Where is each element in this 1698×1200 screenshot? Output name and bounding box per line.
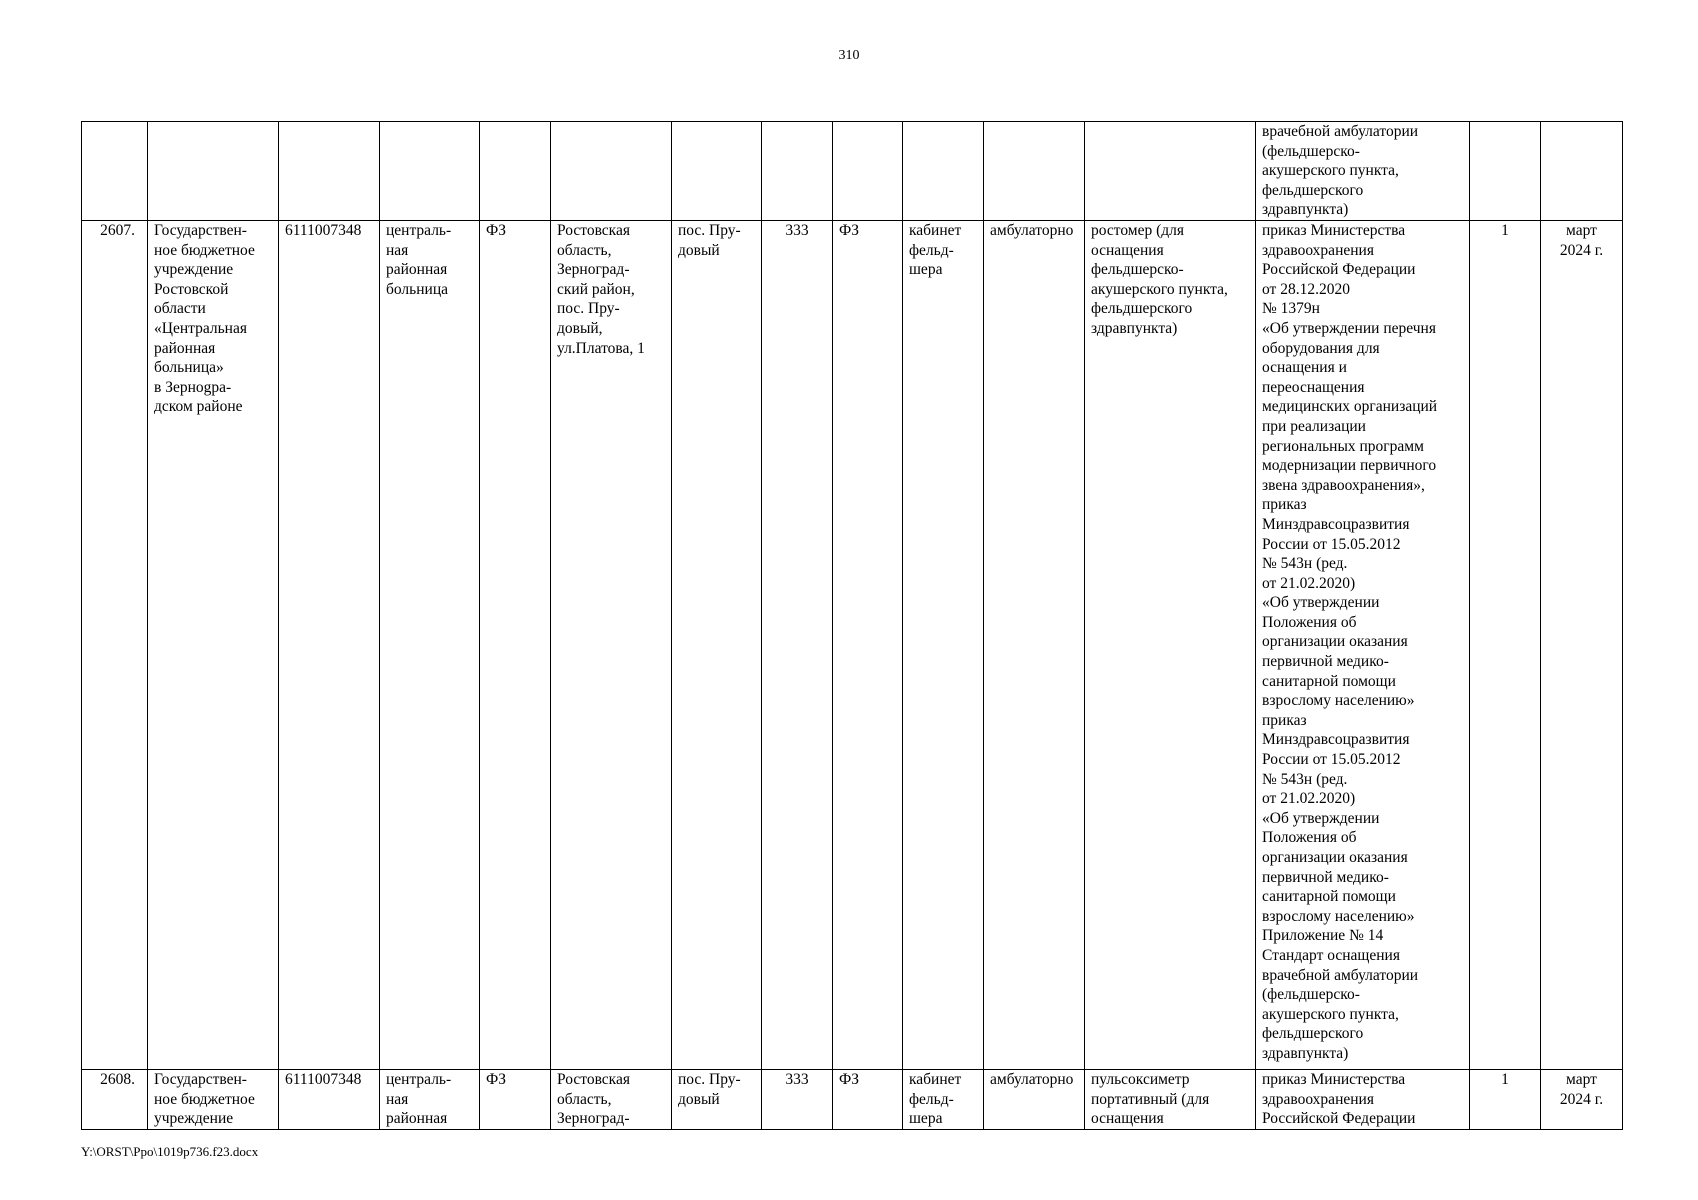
- cell-regulation: врачебной амбулатории (фельдшерско- акушерского пункта, фельдшерского здравпункта): [1256, 122, 1470, 221]
- page-number: 310: [838, 48, 860, 63]
- cell-subunit-type: ФЗ: [833, 221, 903, 1070]
- cell-room: кабинет фельд- шера: [903, 1070, 984, 1130]
- cell-deadline: [1541, 122, 1623, 221]
- table-row: [82, 221, 1623, 1070]
- cell-address: Ростовская область, Зерноград-: [551, 1070, 672, 1130]
- cell-locality: пос. Пру- довый: [672, 221, 762, 1070]
- cell-org-type: [380, 122, 480, 221]
- cell-unit-type: [480, 122, 551, 221]
- cell-population: 333: [762, 1070, 833, 1130]
- table-row: [82, 1070, 1623, 1130]
- cell-room: кабинет фельд- шера: [903, 221, 984, 1070]
- cell-inn: 6111007348: [279, 221, 380, 1070]
- equipment-table: [81, 121, 1623, 1130]
- cell-organization: [148, 122, 279, 221]
- cell-inn: 6111007348: [279, 1070, 380, 1130]
- cell-organization: Государствен- ное бюджетное учреждение: [148, 1070, 279, 1130]
- cell-number: 2608.: [82, 1070, 148, 1130]
- cell-subunit-type: [833, 122, 903, 221]
- cell-care-mode: амбулаторно: [984, 1070, 1085, 1130]
- cell-equipment: [1085, 122, 1256, 221]
- cell-number: [82, 122, 148, 221]
- cell-equipment: ростомер (для оснащения фельдшерско- акушерского пункта, фельдшерского здравпункта): [1085, 221, 1256, 1070]
- cell-population: 333: [762, 221, 833, 1070]
- cell-quantity: 1: [1470, 1070, 1541, 1130]
- cell-care-mode: амбулаторно: [984, 221, 1085, 1070]
- cell-regulation: приказ Министерства здравоохранения Российской Федерации от 28.12.2020 № 1379н «Об утверждении перечня оборудования для оснащения и переоснащения медицинских организаций при реализации региональных программ модернизации первичного звена здравоохранения», приказ Минздравсоцразвития России от 15.05.2012 № 543н (ред. от 21.02.2020) «Об утверждении Положения об организации оказания первичной медико- санитарной помощи взрослому населению» приказ Минздравсоцразвития России от 15.05.2012 № 543н (ред. от 21.02.2020) «Об утверждении Положения об организации оказания первичной медико- санитарной помощи взрослому населению» Приложение № 14 Стандарт оснащения врачебной амбулатории (фельдшерско- акушерского пункта, фельдшерского здравпункта): [1256, 221, 1470, 1070]
- table-row: [82, 122, 1623, 221]
- cell-unit-type: ФЗ: [480, 1070, 551, 1130]
- cell-population: [762, 122, 833, 221]
- cell-care-mode: [984, 122, 1085, 221]
- cell-inn: [279, 122, 380, 221]
- cell-locality: [672, 122, 762, 221]
- cell-number: 2607.: [82, 221, 148, 1070]
- cell-quantity: [1470, 122, 1541, 221]
- cell-address: Ростовская область, Зерноград- ский район, пос. Пру- довый, ул.Платова, 1: [551, 221, 672, 1070]
- cell-address: [551, 122, 672, 221]
- cell-org-type: централь- ная районная больница: [380, 221, 480, 1070]
- cell-unit-type: ФЗ: [480, 221, 551, 1070]
- cell-regulation: приказ Министерства здравоохранения Российской Федерации: [1256, 1070, 1470, 1130]
- cell-org-type: централь- ная районная: [380, 1070, 480, 1130]
- cell-deadline: март 2024 г.: [1541, 1070, 1623, 1130]
- cell-deadline: март 2024 г.: [1541, 221, 1623, 1070]
- cell-organization: Государствен- ное бюджетное учреждение Ростовской области «Центральная районная больница» в Зернogра- дском районе: [148, 221, 279, 1070]
- cell-quantity: 1: [1470, 221, 1541, 1070]
- cell-subunit-type: ФЗ: [833, 1070, 903, 1130]
- footer-file-path: Y:\ORST\Ppo\1019p736.f23.docx: [81, 1144, 259, 1159]
- cell-locality: пос. Пру- довый: [672, 1070, 762, 1130]
- cell-room: [903, 122, 984, 221]
- cell-equipment: пульсоксиметр портативный (для оснащения: [1085, 1070, 1256, 1130]
